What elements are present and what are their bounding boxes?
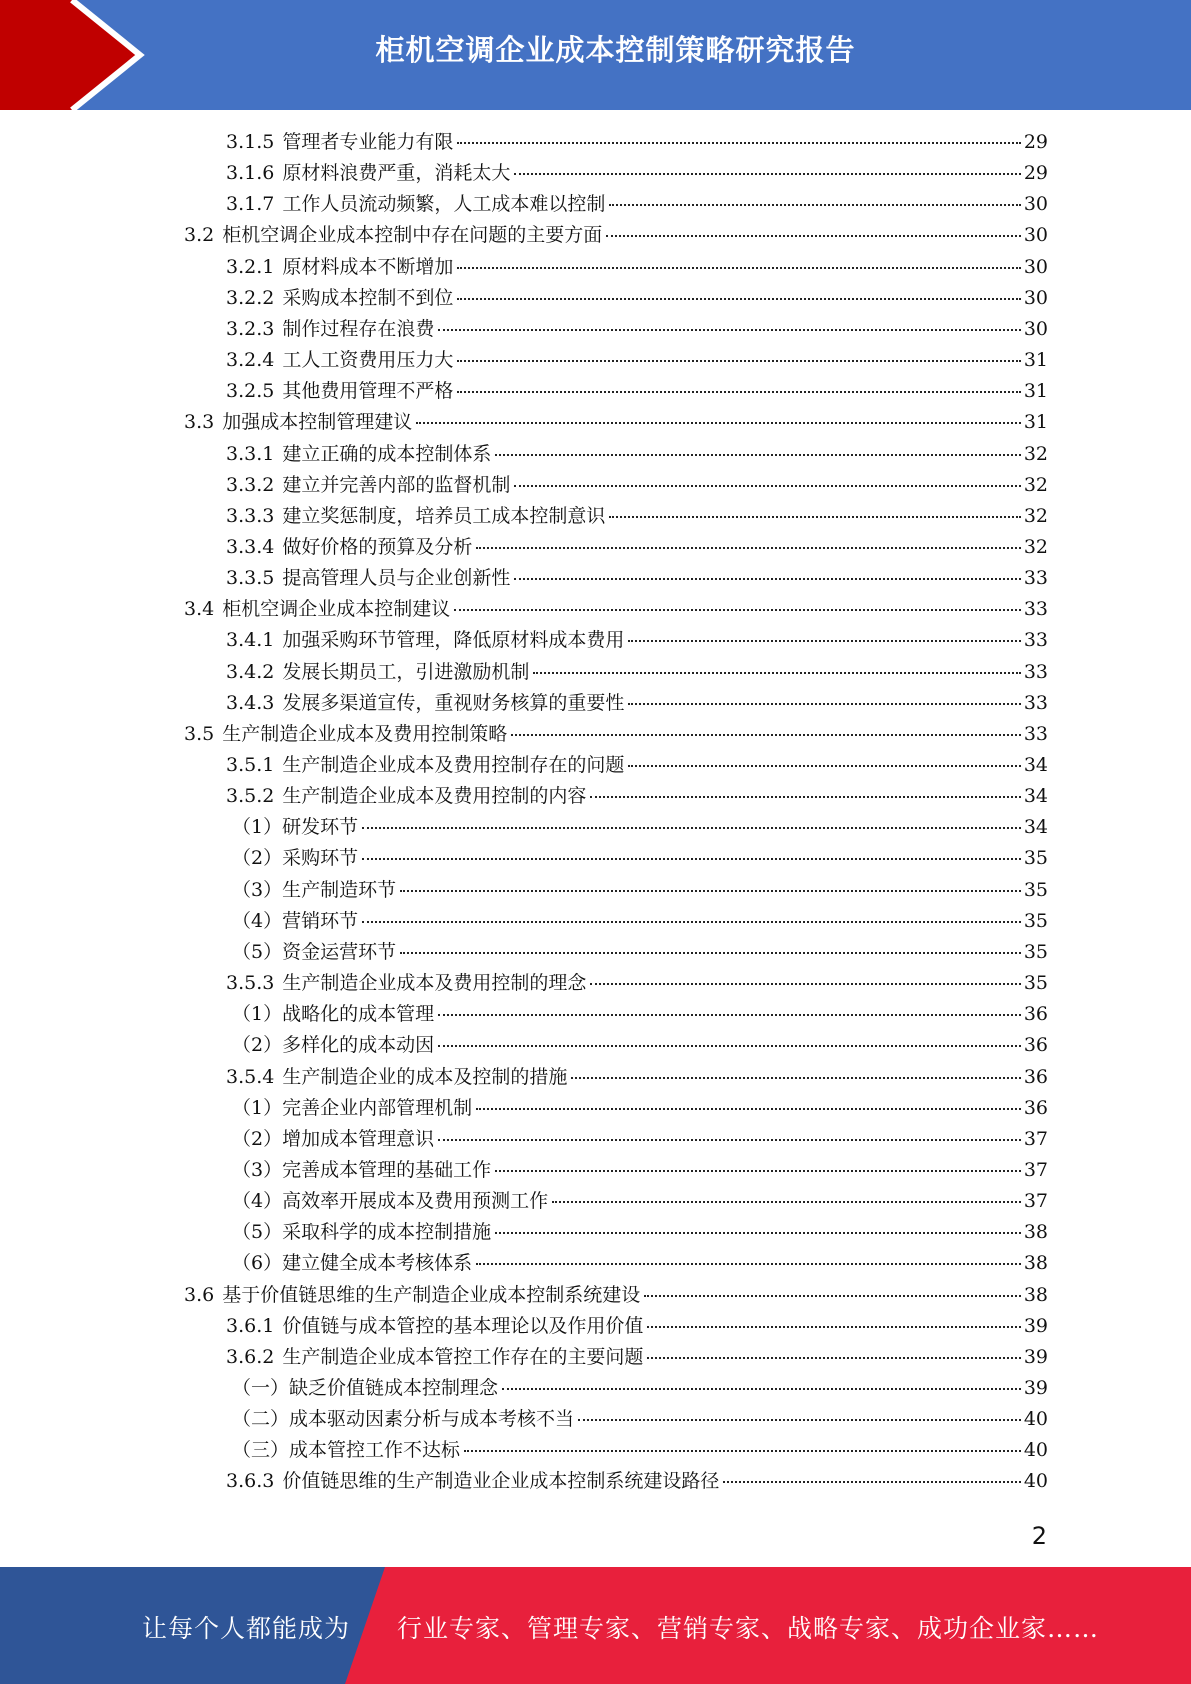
toc-dot-leader xyxy=(514,173,1020,175)
toc-entry-number: 3.4.2 xyxy=(226,661,275,683)
toc-entry-page: 35 xyxy=(1023,910,1048,932)
toc-entry-page: 34 xyxy=(1023,754,1048,776)
toc-entry-page: 40 xyxy=(1023,1470,1048,1492)
toc-dot-leader xyxy=(514,485,1020,487)
toc-entry-number: 3.2.2 xyxy=(226,287,275,309)
toc-entry-page: 31 xyxy=(1023,349,1048,371)
toc-dot-leader xyxy=(416,422,1021,424)
toc-entry[interactable] xyxy=(232,1124,1048,1155)
toc-dot-leader xyxy=(495,454,1020,456)
toc-entry[interactable] xyxy=(184,220,1048,251)
toc-entry[interactable] xyxy=(226,1311,1048,1342)
toc-entry[interactable] xyxy=(226,781,1048,812)
toc-dot-leader xyxy=(578,1419,1021,1421)
toc-entry-title: （5）采取科学的成本控制措施 xyxy=(232,1221,492,1243)
toc-entry-number: 3.2 xyxy=(184,224,215,246)
toc-entry-number: 3.6 xyxy=(184,1284,215,1306)
toc-entry-number: 3.4.3 xyxy=(226,692,275,714)
toc-dot-leader xyxy=(571,1077,1020,1079)
toc-entry-number: 3.3.2 xyxy=(226,474,275,496)
toc-entry-title: 加强成本控制管理建议 xyxy=(222,411,413,433)
toc-entry-page: 33 xyxy=(1023,692,1048,714)
toc-entry[interactable] xyxy=(226,283,1048,314)
toc-entry-page: 34 xyxy=(1023,785,1048,807)
toc-entry-title: 价值链与成本管控的基本理论以及作用价值 xyxy=(282,1315,644,1337)
toc-entry-page: 30 xyxy=(1023,224,1048,246)
toc-dot-leader xyxy=(362,858,1021,860)
toc-entry-page: 39 xyxy=(1023,1315,1048,1337)
toc-entry-number: 3.4 xyxy=(184,598,215,620)
toc-dot-leader xyxy=(438,1045,1021,1047)
toc-entry-number: 3.5.2 xyxy=(226,785,275,807)
toc-entry-title: 管理者专业能力有限 xyxy=(282,131,454,153)
toc-dot-leader xyxy=(464,1450,1021,1452)
toc-entry[interactable] xyxy=(232,875,1048,906)
toc-entry[interactable] xyxy=(226,158,1048,189)
toc-dot-leader xyxy=(609,204,1020,206)
toc-entry-page: 33 xyxy=(1023,723,1048,745)
toc-entry-title: 基于价值链思维的生产制造企业成本控制系统建设 xyxy=(222,1284,641,1306)
toc-entry-number: 3.3.4 xyxy=(226,536,275,558)
toc-entry-page: 32 xyxy=(1023,443,1048,465)
toc-entry[interactable] xyxy=(232,937,1048,968)
toc-entry-page: 35 xyxy=(1023,972,1048,994)
toc-entry-number: 3.5.4 xyxy=(226,1066,275,1088)
toc-dot-leader xyxy=(495,1170,1021,1172)
toc-entry-page: 37 xyxy=(1023,1159,1048,1181)
toc-entry-page: 39 xyxy=(1023,1346,1048,1368)
toc-entry[interactable] xyxy=(226,439,1048,470)
toc-entry[interactable] xyxy=(184,1280,1048,1311)
toc-dot-leader xyxy=(647,1357,1020,1359)
toc-entry[interactable] xyxy=(184,594,1048,625)
toc-entry-number: 3.5 xyxy=(184,723,215,745)
toc-dot-leader xyxy=(533,672,1020,674)
toc-entry-title: 发展长期员工，引进激励机制 xyxy=(282,661,530,683)
toc-dot-leader xyxy=(552,1201,1021,1203)
toc-entry-page: 37 xyxy=(1023,1128,1048,1150)
toc-entry-number: 3.2.4 xyxy=(226,349,275,371)
toc-entry-number: 3.3.1 xyxy=(226,443,275,465)
toc-entry-page: 33 xyxy=(1023,598,1048,620)
toc-dot-leader xyxy=(457,391,1020,393)
toc-entry-page: 36 xyxy=(1023,1097,1048,1119)
toc-dot-leader xyxy=(514,578,1020,580)
toc-entry-number: 3.2.3 xyxy=(226,318,275,340)
toc-dot-leader xyxy=(457,142,1020,144)
toc-dot-leader xyxy=(362,827,1021,829)
toc-entry-title: 柜机空调企业成本控制中存在问题的主要方面 xyxy=(222,224,603,246)
toc-entry-title: （1）研发环节 xyxy=(232,816,359,838)
toc-dot-leader xyxy=(457,360,1020,362)
toc-entry-title: 价值链思维的生产制造业企业成本控制系统建设路径 xyxy=(282,1470,720,1492)
toc-entry-title: （3）生产制造环节 xyxy=(232,879,397,901)
toc-entry[interactable] xyxy=(232,1248,1048,1279)
toc-entry[interactable] xyxy=(226,501,1048,532)
toc-entry-number: 3.4.1 xyxy=(226,629,275,651)
toc-entry-page: 38 xyxy=(1023,1284,1048,1306)
toc-dot-leader xyxy=(362,921,1021,923)
toc-entry-page: 38 xyxy=(1023,1252,1048,1274)
toc-entry-title: 生产制造企业成本及费用控制存在的问题 xyxy=(282,754,625,776)
toc-entry-page: 36 xyxy=(1023,1003,1048,1025)
toc-entry-page: 33 xyxy=(1023,567,1048,589)
toc-entry-title: 生产制造企业成本及费用控制策略 xyxy=(222,723,508,745)
toc-dot-leader xyxy=(457,267,1020,269)
toc-entry-title: （三）成本管控工作不达标 xyxy=(232,1439,461,1461)
toc-entry[interactable] xyxy=(232,1217,1048,1248)
toc-dot-leader xyxy=(723,1481,1020,1483)
toc-dot-leader xyxy=(502,1388,1021,1390)
toc-entry-number: 3.3 xyxy=(184,411,215,433)
toc-dot-leader xyxy=(644,1295,1021,1297)
toc-entry[interactable] xyxy=(226,1342,1048,1373)
toc-entry-title: 生产制造企业成本及费用控制的理念 xyxy=(282,972,587,994)
toc-entry-page: 31 xyxy=(1023,411,1048,433)
toc-entry-title: 柜机空调企业成本控制建议 xyxy=(222,598,451,620)
toc-entry-title: （4）营销环节 xyxy=(232,910,359,932)
toc-dot-leader xyxy=(606,235,1021,237)
toc-entry-number: 3.5.3 xyxy=(226,972,275,994)
toc-entry-title: 工人工资费用压力大 xyxy=(282,349,454,371)
toc-entry-page: 40 xyxy=(1023,1408,1048,1430)
toc-entry[interactable] xyxy=(232,1093,1048,1124)
toc-dot-leader xyxy=(476,547,1020,549)
toc-dot-leader xyxy=(628,640,1020,642)
toc-entry-title: 工作人员流动频繁，人工成本难以控制 xyxy=(282,193,606,215)
toc-entry-title: 其他费用管理不严格 xyxy=(282,380,454,402)
toc-entry[interactable] xyxy=(226,563,1048,594)
toc-entry-title: （5）资金运营环节 xyxy=(232,941,397,963)
toc-dot-leader xyxy=(511,734,1021,736)
toc-entry-title: 提高管理人员与企业创新性 xyxy=(282,567,511,589)
toc-dot-leader xyxy=(590,796,1020,798)
toc-entry-title: 制作过程存在浪费 xyxy=(282,318,435,340)
toc-entry-title: 生产制造企业成本管控工作存在的主要问题 xyxy=(282,1346,644,1368)
toc-entry[interactable] xyxy=(232,1030,1048,1061)
toc-dot-leader xyxy=(438,1139,1021,1141)
toc-entry[interactable] xyxy=(226,189,1048,220)
toc-dot-leader xyxy=(495,1232,1021,1234)
toc-entry[interactable] xyxy=(226,625,1048,656)
toc-entry[interactable] xyxy=(232,843,1048,874)
toc-entry-page: 36 xyxy=(1023,1034,1048,1056)
toc-entry-title: （二）成本驱动因素分析与成本考核不当 xyxy=(232,1408,575,1430)
toc-entry-page: 32 xyxy=(1023,536,1048,558)
toc-entry-page: 39 xyxy=(1023,1377,1048,1399)
toc-entry-page: 35 xyxy=(1023,941,1048,963)
toc-entry-title: 建立正确的成本控制体系 xyxy=(282,443,492,465)
toc-entry-number: 3.2.1 xyxy=(226,256,275,278)
toc-dot-leader xyxy=(628,703,1020,705)
toc-entry-title: （1）战略化的成本管理 xyxy=(232,1003,435,1025)
toc-entry-title: （2）多样化的成本动因 xyxy=(232,1034,435,1056)
toc-dot-leader xyxy=(590,983,1020,985)
toc-entry-page: 35 xyxy=(1023,847,1048,869)
toc-entry-title: （2）增加成本管理意识 xyxy=(232,1128,435,1150)
toc-entry[interactable] xyxy=(226,968,1048,999)
toc-entry[interactable] xyxy=(226,470,1048,501)
toc-entry[interactable] xyxy=(226,1466,1048,1497)
toc-entry-title: 建立奖惩制度，培养员工成本控制意识 xyxy=(282,505,606,527)
toc-entry-page: 35 xyxy=(1023,879,1048,901)
toc-entry-page: 37 xyxy=(1023,1190,1048,1212)
toc-dot-leader xyxy=(400,952,1021,954)
toc-entry-title: 原材料成本不断增加 xyxy=(282,256,454,278)
toc-entry-number: 3.6.2 xyxy=(226,1346,275,1368)
toc-entry-page: 32 xyxy=(1023,474,1048,496)
toc-entry-title: 原材料浪费严重，消耗太大 xyxy=(282,162,511,184)
toc-entry-page: 33 xyxy=(1023,661,1048,683)
toc-entry-title: 加强采购环节管理，降低原材料成本费用 xyxy=(282,629,625,651)
toc-entry[interactable] xyxy=(232,1155,1048,1186)
toc-dot-leader xyxy=(647,1326,1020,1328)
toc-entry-title: 建立并完善内部的监督机制 xyxy=(282,474,511,496)
toc-entry[interactable] xyxy=(232,1373,1048,1404)
toc-entry[interactable] xyxy=(232,1435,1048,1466)
toc-entry[interactable] xyxy=(232,1186,1048,1217)
toc-entry[interactable] xyxy=(232,906,1048,937)
toc-entry[interactable] xyxy=(226,345,1048,376)
page-footer xyxy=(0,1567,1191,1684)
toc-entry[interactable] xyxy=(226,657,1048,688)
footer-slogan-left: 让每个人都能成为 xyxy=(142,1614,351,1643)
toc-entry-title: （一）缺乏价值链成本控制理念 xyxy=(232,1377,499,1399)
toc-entry-number: 3.1.6 xyxy=(226,162,275,184)
toc-entry-number: 3.6.1 xyxy=(226,1315,275,1337)
toc-entry-title: （6）建立健全成本考核体系 xyxy=(232,1252,473,1274)
toc-entry-page: 29 xyxy=(1023,162,1048,184)
toc-entry[interactable] xyxy=(184,719,1048,750)
toc-entry[interactable] xyxy=(226,376,1048,407)
toc-dot-leader xyxy=(454,609,1021,611)
toc-entry-title: 采购成本控制不到位 xyxy=(282,287,454,309)
toc-entry[interactable] xyxy=(226,127,1048,158)
toc-entry[interactable] xyxy=(226,1062,1048,1093)
toc-entry-number: 3.3.5 xyxy=(226,567,275,589)
toc-entry[interactable] xyxy=(226,252,1048,283)
toc-dot-leader xyxy=(457,298,1020,300)
toc-entry-page: 30 xyxy=(1023,256,1048,278)
toc-dot-leader xyxy=(476,1263,1021,1265)
toc-entry-title: 发展多渠道宣传，重视财务核算的重要性 xyxy=(282,692,625,714)
toc-dot-leader xyxy=(609,516,1020,518)
toc-entry-page: 40 xyxy=(1023,1439,1048,1461)
toc-entry-number: 3.2.5 xyxy=(226,380,275,402)
document-title: 柜机空调企业成本控制策略研究报告 xyxy=(375,33,856,67)
toc-entry-page: 30 xyxy=(1023,318,1048,340)
toc-entry-number: 3.1.5 xyxy=(226,131,275,153)
toc-entry-page: 30 xyxy=(1023,193,1048,215)
toc-entry-page: 33 xyxy=(1023,629,1048,651)
toc-entry-number: 3.6.3 xyxy=(226,1470,275,1492)
page-number: 2 xyxy=(1031,1522,1047,1550)
toc-entry[interactable] xyxy=(232,999,1048,1030)
toc-entry-title: （2）采购环节 xyxy=(232,847,359,869)
toc-entry-title: （1）完善企业内部管理机制 xyxy=(232,1097,473,1119)
toc-entry-title: 生产制造企业的成本及控制的措施 xyxy=(282,1066,568,1088)
toc-entry-page: 38 xyxy=(1023,1221,1048,1243)
toc-dot-leader xyxy=(438,329,1020,331)
toc-entry-number: 3.1.7 xyxy=(226,193,275,215)
toc-dot-leader xyxy=(438,1014,1021,1016)
toc-entry-title: 生产制造企业成本及费用控制的内容 xyxy=(282,785,587,807)
toc-entry-title: 做好价格的预算及分析 xyxy=(282,536,473,558)
toc-entry-page: 36 xyxy=(1023,1066,1048,1088)
toc-entry[interactable] xyxy=(232,812,1048,843)
toc-entry-page: 32 xyxy=(1023,505,1048,527)
toc-entry[interactable] xyxy=(226,688,1048,719)
toc-entry-number: 3.5.1 xyxy=(226,754,275,776)
toc-entry-page: 34 xyxy=(1023,816,1048,838)
toc-entry-page: 29 xyxy=(1023,131,1048,153)
footer-slogan-right: 行业专家、管理专家、营销专家、战略专家、成功企业家…… xyxy=(397,1614,1100,1643)
toc-entry[interactable] xyxy=(232,1404,1048,1435)
toc-entry-page: 30 xyxy=(1023,287,1048,309)
toc-dot-leader xyxy=(400,890,1021,892)
page-header xyxy=(0,0,1191,110)
toc-entry-number: 3.3.3 xyxy=(226,505,275,527)
toc-dot-leader xyxy=(628,765,1020,767)
toc-entry-page: 31 xyxy=(1023,380,1048,402)
toc-entry[interactable] xyxy=(226,532,1048,563)
toc-dot-leader xyxy=(476,1108,1021,1110)
toc-entry-title: （4）高效率开展成本及费用预测工作 xyxy=(232,1190,549,1212)
toc-entry-title: （3）完善成本管理的基础工作 xyxy=(232,1159,492,1181)
toc-entry[interactable] xyxy=(226,750,1048,781)
toc-entry[interactable] xyxy=(184,407,1048,438)
toc-entry[interactable] xyxy=(226,314,1048,345)
